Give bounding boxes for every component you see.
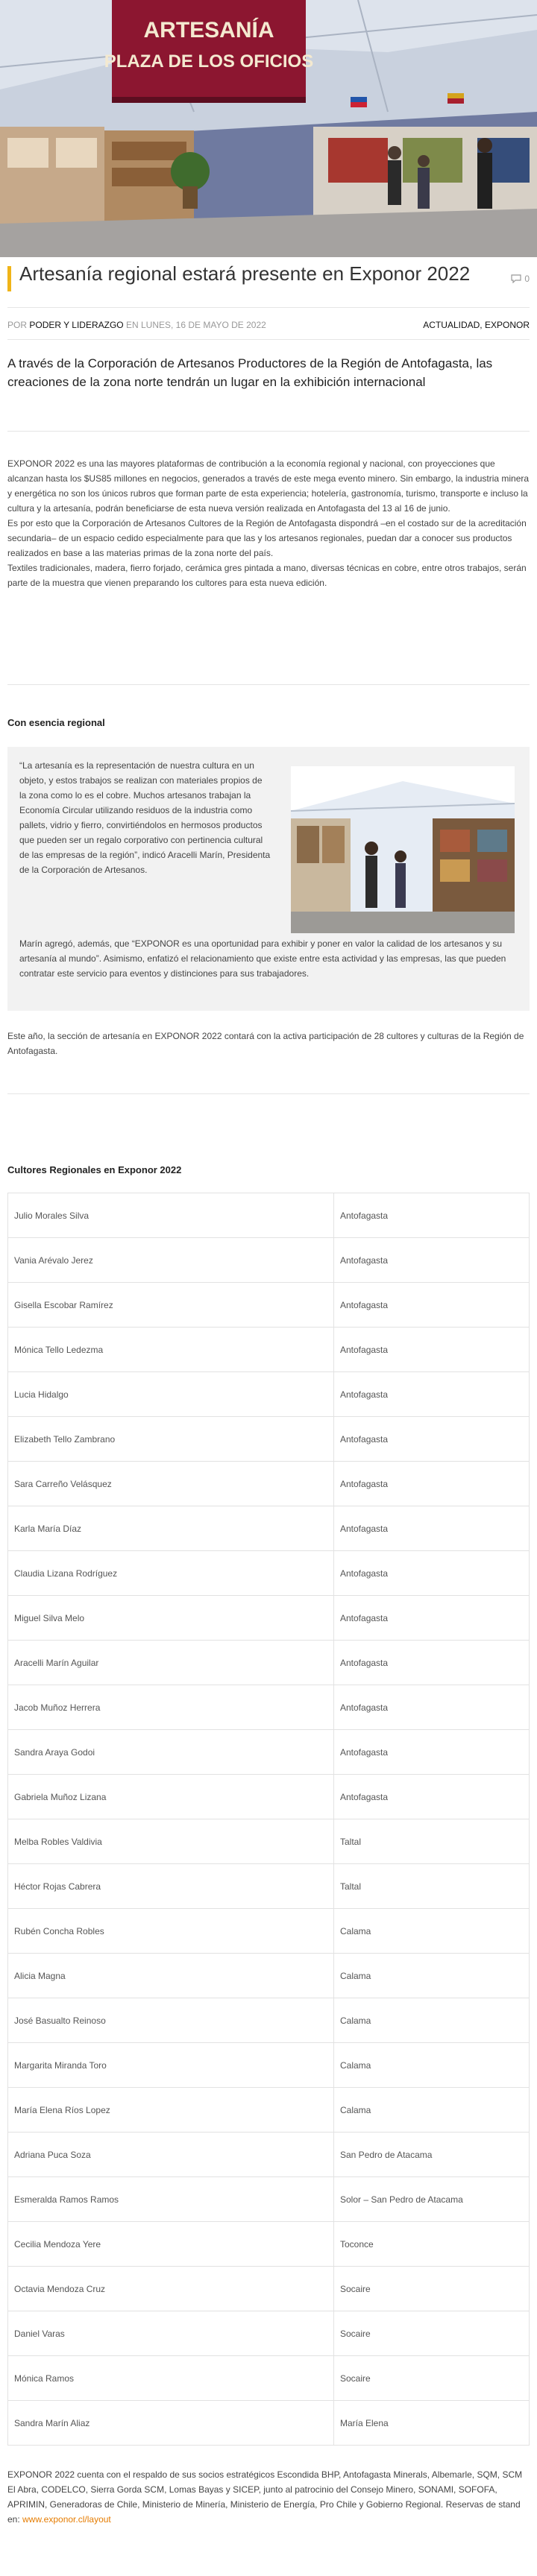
paragraph-2: Es por esto que la Corporación de Artesanos Cultores de la Región de Antofagasta dispondrá –en el costado sur de la acreditación secundaria– de un espacio cedido especialmente para que las y los artesanos regionales, puedan dar a conocer sus productos realizados en base a las materias primas de la zona norte del país. (7, 518, 527, 558)
cultor-name: Esmeralda Ramos Ramos (8, 2177, 334, 2222)
cultor-place: Antofagasta (334, 1238, 530, 1283)
cultor-place: Antofagasta (334, 1551, 530, 1596)
table-row (8, 1641, 530, 1685)
paragraph-3: Textiles tradicionales, madera, fierro forjado, cerámica gres pintada a mano, diversas técnicas en cobre, entre otros trabajos, serán parte de la muestra que vienen preparando los cultores para esta nueva edición. (7, 563, 527, 588)
table-row (8, 2267, 530, 2311)
paragraph-1: EXPONOR 2022 es una las mayores plataformas de contribución a la economía regional y nacional, con proyecciones que alcanzan hasta los $US85 millones en negocios, generados a través de este mega evento minero. Sin embargo, la industria minera y energética no son los únicos rubros que forman parte de esta experiencia; hotelería, gastronomía, turismo, transporte e incluso la cultura y la artesanía, podrán beneficiarse de esta nueva versión realizada en Antofagasta del 13 al 16 de junio. (7, 458, 530, 514)
table-row (8, 1238, 530, 1283)
table-row (8, 1506, 530, 1551)
comment-icon (511, 274, 521, 283)
cultor-place: Antofagasta (334, 1372, 530, 1417)
table-row (8, 1998, 530, 2043)
divider (7, 339, 530, 340)
cultor-name: Miguel Silva Melo (8, 1596, 334, 1641)
table-row (8, 1954, 530, 1998)
cultor-place: Calama (334, 2043, 530, 2088)
comment-count: 0 (524, 274, 530, 284)
cultor-place: Antofagasta (334, 1328, 530, 1372)
divider (7, 431, 530, 432)
cultor-place: Antofagasta (334, 1193, 530, 1238)
comment-counter[interactable] (511, 274, 530, 284)
table-row (8, 1596, 530, 1641)
divider (7, 1093, 530, 1094)
cultor-place: Taltal (334, 1864, 530, 1909)
paragraph-4: Este año, la sección de artesanía en EXPONOR 2022 contará con la activa participación de 28 cultores y culturas de la Región de Antofagasta. (7, 1031, 524, 1056)
table-row (8, 1193, 530, 1238)
cultor-place: Antofagasta (334, 1775, 530, 1819)
cultor-place: Antofagasta (334, 1462, 530, 1506)
cultor-place: Socaire (334, 2311, 530, 2356)
table-row (8, 2401, 530, 2446)
table-row (8, 1775, 530, 1819)
cultor-place: Calama (334, 1909, 530, 1954)
cultor-name: Sara Carreño Velásquez (8, 1462, 334, 1506)
table-row (8, 2311, 530, 2356)
cultor-place: Antofagasta (334, 1596, 530, 1641)
cultor-name: Gisella Escobar Ramírez (8, 1283, 334, 1328)
cultor-place: Taltal (334, 1819, 530, 1864)
cultor-name: Vania Arévalo Jerez (8, 1238, 334, 1283)
cultor-name: Lucia Hidalgo (8, 1372, 334, 1417)
author-link[interactable]: PODER Y LIDERAZGO (29, 320, 124, 330)
table-row (8, 1372, 530, 1417)
table-row (8, 1685, 530, 1730)
cultor-name: Cecilia Mendoza Yere (8, 2222, 334, 2267)
cultor-name: Héctor Rojas Cabrera (8, 1864, 334, 1909)
sponsors-text: EXPONOR 2022 cuenta con el respaldo de sus socios estratégicos Escondida BHP, Antofagasta Minerals, Albemarle, SQM, SCM El Abra, CODELCO, Sierra Gorda SCM, Lomas Bayas y SICEP, junto al patrocinio del Consejo Minero, SONAMI, SOFOFA, APRIMIN, Generadoras de Chile, Ministerio de Minería, Ministerio de Energía, Pro Chile y Gobierno Regional. Reservas de stand en: (7, 2469, 523, 2525)
cultor-place: Toconce (334, 2222, 530, 2267)
table-row (8, 2177, 530, 2222)
layout-link[interactable]: www.exponor.cl/layout (22, 2514, 111, 2525)
cultor-place: San Pedro de Atacama (334, 2133, 530, 2177)
cultor-place: Socaire (334, 2267, 530, 2311)
cultor-name: Jacob Muñoz Herrera (8, 1685, 334, 1730)
cultor-place: María Elena (334, 2401, 530, 2446)
cultor-place: Socaire (334, 2356, 530, 2401)
cultor-name: Claudia Lizana Rodríguez (8, 1551, 334, 1596)
cultor-name: Alicia Magna (8, 1954, 334, 1998)
table-row (8, 1283, 530, 1328)
cultor-name: Karla María Díaz (8, 1506, 334, 1551)
publish-date: EN LUNES, 16 DE MAYO DE 2022 (125, 320, 266, 330)
title-accent-bar (7, 266, 11, 291)
cultor-name: Adriana Puca Soza (8, 2133, 334, 2177)
table-row (8, 2133, 530, 2177)
cultor-name: Rubén Concha Robles (8, 1909, 334, 1954)
cultor-place: Antofagasta (334, 1641, 530, 1685)
table-row (8, 2356, 530, 2401)
divider (7, 307, 530, 308)
category-tags[interactable]: ACTUALIDAD, EXPONOR (423, 320, 530, 330)
quote-text: “La artesanía es la representación de nuestra cultura en un objeto, y estos trabajos se realizan con materiales propios de la zona como lo es el cobre. Muchos artesanos trabajan la Economía Circular utilizando residuos de la industria como pallets, vidrio y fierro, convirtiéndolos en hermosos productos que pueden ser un regalo corporativo con pertinencia cultural de las empresas de la región”, indicó Aracelli Marín, Presidenta de la Corporación de Artesanos. (19, 760, 271, 875)
article-meta (7, 320, 530, 330)
banner-line2: PLAZA DE LOS OFICIOS (104, 51, 314, 72)
cultor-name: María Elena Ríos Lopez (8, 2088, 334, 2133)
cultores-table-body (8, 1193, 530, 2446)
table-row (8, 1730, 530, 1775)
table-row (8, 1819, 530, 1864)
table-row (8, 1551, 530, 1596)
article-title: Artesanía regional estará presente en Exponor 2022 (19, 262, 471, 285)
cultor-name: Sandra Marín Aliaz (8, 2401, 334, 2446)
cultor-name: Gabriela Muñoz Lizana (8, 1775, 334, 1819)
table-row (8, 2222, 530, 2267)
cultor-name: Sandra Araya Godoi (8, 1730, 334, 1775)
by-label: POR (7, 320, 28, 330)
cultor-name: Daniel Varas (8, 2311, 334, 2356)
table-row (8, 1328, 530, 1372)
cultor-name: Julio Morales Silva (8, 1193, 334, 1238)
hero-photo (0, 0, 537, 257)
cultor-name: Mónica Ramos (8, 2356, 334, 2401)
cultor-place: Antofagasta (334, 1685, 530, 1730)
cultor-place: Calama (334, 1998, 530, 2043)
cultor-name: Melba Robles Valdivia (8, 1819, 334, 1864)
table-row (8, 1909, 530, 1954)
banner-line1: ARTESANÍA (143, 18, 274, 42)
sponsors-paragraph (7, 2467, 530, 2527)
cultor-place: Antofagasta (334, 1417, 530, 1462)
section-heading-cultores: Cultores Regionales en Exponor 2022 (7, 1164, 182, 1175)
cultor-name: Mónica Tello Ledezma (8, 1328, 334, 1372)
table-row (8, 1462, 530, 1506)
cultor-place: Calama (334, 1954, 530, 1998)
table-row (8, 1417, 530, 1462)
table-row (8, 2043, 530, 2088)
table-row (8, 2088, 530, 2133)
cultor-name: José Basualto Reinoso (8, 1998, 334, 2043)
cultor-name: Octavia Mendoza Cruz (8, 2267, 334, 2311)
section-heading-esencia: Con esencia regional (7, 717, 105, 728)
cultor-name: Elizabeth Tello Zambrano (8, 1417, 334, 1462)
hero-image (0, 0, 537, 257)
cultores-table (7, 1193, 530, 2446)
quote-followup: Marín agregó, además, que “EXPONOR es una oportunidad para exhibir y poner en valor la calidad de los artesanos y su artesanía al mundo”. Asimismo, enfatizó el relacionamiento que existe entre esta actividad y las empresas, las que pueden contratar este servicio para eventos y distinciones para sus trabajadores. (19, 938, 506, 979)
stand-photo (291, 766, 515, 933)
cultor-place: Antofagasta (334, 1506, 530, 1551)
cultor-place: Antofagasta (334, 1283, 530, 1328)
table-row (8, 1864, 530, 1909)
cultor-place: Solor – San Pedro de Atacama (334, 2177, 530, 2222)
divider (7, 684, 530, 685)
article-lead: A través de la Corporación de Artesanos Productores de la Región de Antofagasta, las creaciones de la zona norte tendrán un lugar en la exhibición internacional (7, 356, 493, 389)
cultor-name: Aracelli Marín Aguilar (8, 1641, 334, 1685)
cultor-place: Antofagasta (334, 1730, 530, 1775)
cultor-name: Margarita Miranda Toro (8, 2043, 334, 2088)
cultor-place: Calama (334, 2088, 530, 2133)
